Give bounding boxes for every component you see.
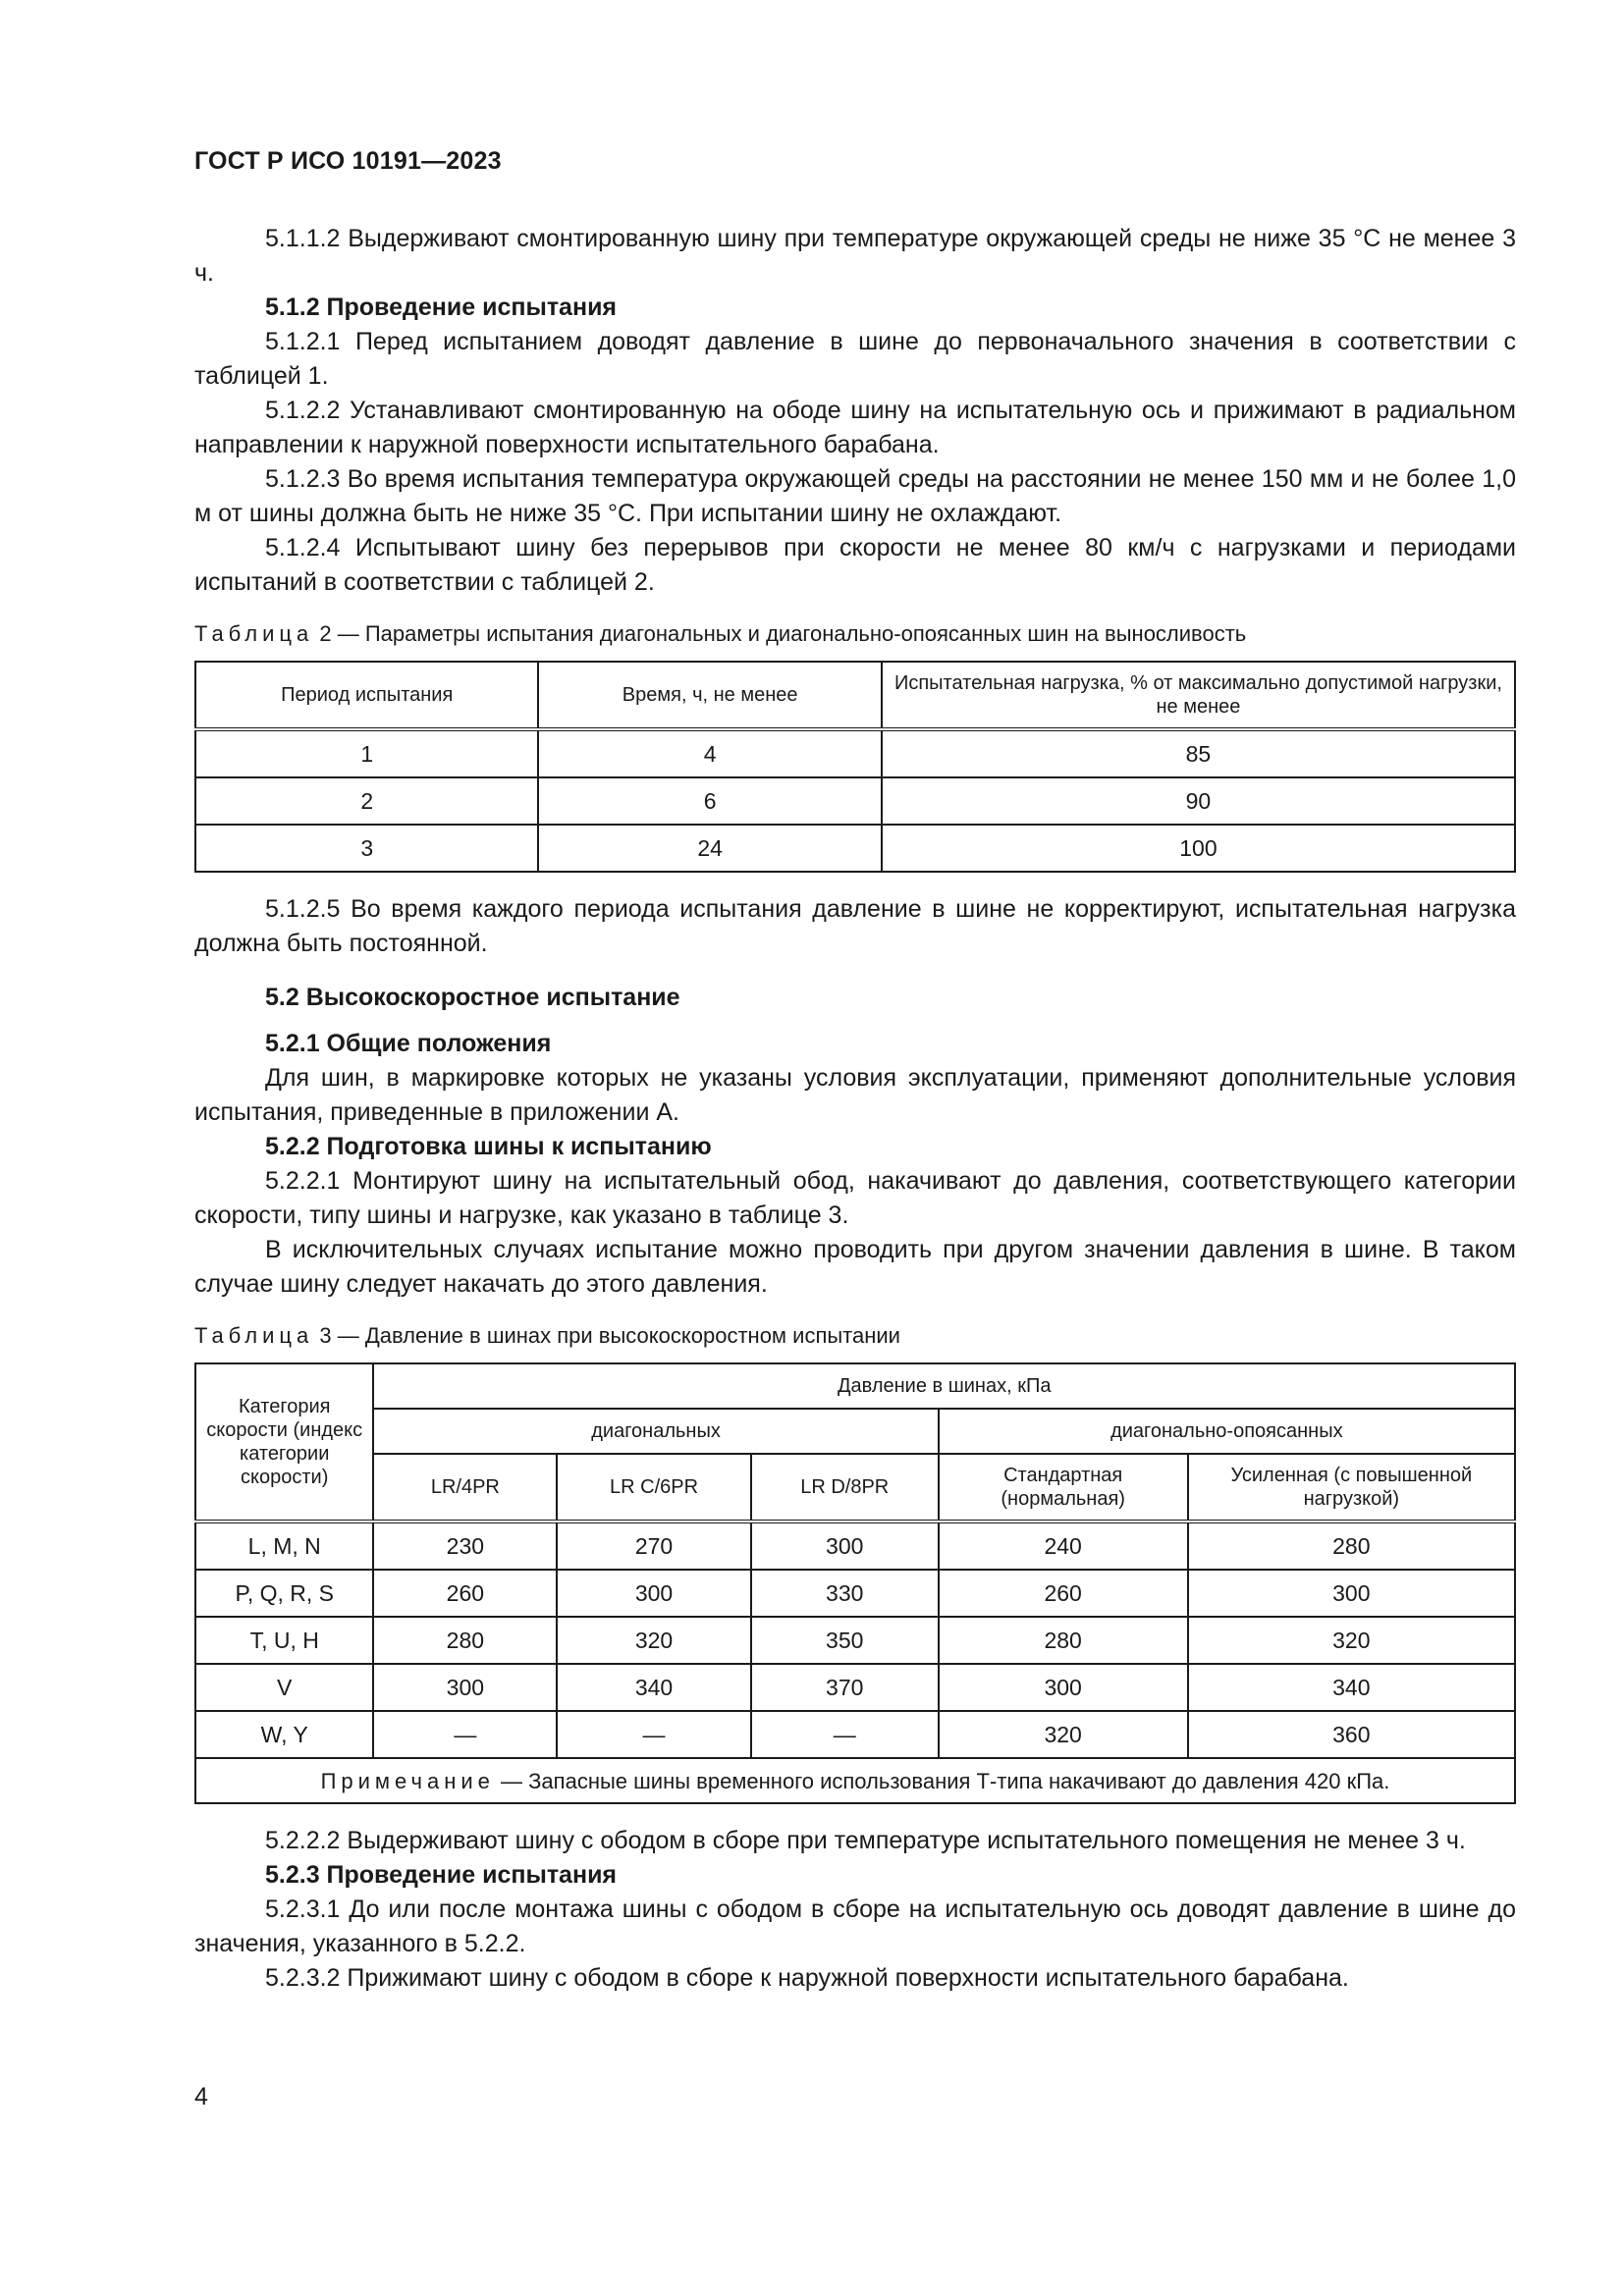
t2-cell: 100 [882,825,1515,872]
heading-5-2-1: 5.2.1 Общие положения [265,1030,552,1057]
t3-cell: 260 [939,1570,1188,1617]
t3-header-pressure: Давление в шинах, кПа [373,1363,1515,1409]
t3-cell: 240 [939,1522,1188,1570]
paragraph-5-1-2-3: 5.1.2.3 Во время испытания температура окружающей среды на расстоянии не менее 150 мм и не более 1,0 м от шины должна быть не ниже 35 °С. При испытании шину не охлаждают. [194,465,1516,527]
t2-header-load: Испытательная нагрузка, % от максимально допустимой нагрузки, не менее [882,662,1515,729]
table-row [195,1664,1515,1711]
table-2 [194,661,1516,873]
table2-caption-text: 2 — Параметры испытания диагональных и диагонально-опоясанных шин на выносливость [313,621,1247,646]
t3-cell: 270 [557,1522,751,1570]
t3-cell: 260 [373,1570,557,1617]
t3-cell: L, M, N [195,1522,373,1570]
table-row [195,1522,1515,1570]
paragraph-5-2-3-1: 5.2.3.1 До или после монтажа шины с ободом в сборе на испытательную ось доводят давление в шине до значения, указанного в 5.2.2. [194,1896,1516,1957]
paragraph-5-1-2-2: 5.1.2.2 Устанавливают смонтированную на ободе шину на испытательную ось и прижимают в радиальном направлении к наружной поверхности испытательного барабана. [194,397,1516,458]
t3-cell: V [195,1664,373,1711]
table-row [195,1570,1515,1617]
t3-cell: 340 [1188,1664,1515,1711]
t2-cell: 85 [882,729,1515,777]
t3-header-col: LR C/6PR [557,1454,751,1522]
table-3 [194,1362,1516,1804]
paragraph-5-2-2-2: 5.2.2.2 Выдерживают шину с ободом в сборе при температуре испытательного помещения не менее 3 ч. [265,1827,1466,1854]
t3-cell: — [751,1711,939,1758]
t3-cell: 300 [751,1522,939,1570]
t3-header-col: LR/4PR [373,1454,557,1522]
t3-cell: 280 [373,1617,557,1664]
page-number: 4 [194,2083,208,2110]
table2-caption-word: Таблица [194,621,314,646]
t3-cell: 300 [373,1664,557,1711]
t2-cell: 1 [195,729,538,777]
t3-cell: 280 [939,1617,1188,1664]
paragraph-5-2-2-1: 5.2.2.1 Монтируют шину на испытательный обод, накачивают до давления, соответствующего категории скорости, типу шины и нагрузке, как указано в таблице 3. [194,1167,1516,1229]
t3-cell: — [373,1711,557,1758]
t3-cell: 300 [557,1570,751,1617]
t3-cell: 280 [1188,1522,1515,1570]
t3-header-category: Категория скорости (индекс категории скорости) [195,1363,373,1522]
table3-note [195,1758,1515,1803]
standard-header: ГОСТ Р ИСО 10191—2023 [194,147,502,175]
t2-cell: 3 [195,825,538,872]
t3-cell: 330 [751,1570,939,1617]
paragraph-exceptional: В исключительных случаях испытание можно проводить при другом значении давления в шине. В таком случае шину следует накачать до этого давления. [194,1236,1516,1298]
t3-cell: W, Y [195,1711,373,1758]
table2-caption [194,619,1516,649]
table-row [195,1617,1515,1664]
t3-cell: 300 [939,1664,1188,1711]
t3-cell: 230 [373,1522,557,1570]
table3-note-text: — Запасные шины временного использования Т-типа накачивают до давления 420 кПа. [494,1768,1390,1793]
table3-note-word: Примечание [320,1768,495,1793]
t3-header-diagonal: диагональных [373,1409,938,1454]
t3-cell: T, U, H [195,1617,373,1664]
heading-5-2-3: 5.2.3 Проведение испытания [265,1861,618,1889]
t2-header-period: Период испытания [195,662,538,729]
table-row [195,729,1515,777]
paragraph-5-2-1: Для шин, в маркировке которых не указаны условия эксплуатации, применяют дополнительные условия испытания, приведенные в приложении А. [194,1064,1516,1126]
t2-cell: 2 [195,777,538,825]
t2-cell: 4 [538,729,881,777]
main-content [194,222,1516,1996]
heading-5-2: 5.2 Высокоскоростное испытание [265,984,680,1011]
t3-cell: 360 [1188,1711,1515,1758]
t2-cell: 90 [882,777,1515,825]
t3-cell: 300 [1188,1570,1515,1617]
t3-cell: 320 [557,1617,751,1664]
t3-header-col: Усиленная (с повышенной нагрузкой) [1188,1454,1515,1522]
heading-5-2-2: 5.2.2 Подготовка шины к испытанию [265,1133,712,1160]
table3-caption-text: 3 — Давление в шинах при высокоскоростном испытании [313,1323,900,1348]
paragraph-5-2-3-2: 5.2.3.2 Прижимают шину с ободом в сборе к наружной поверхности испытательного барабана. [265,1964,1349,1992]
t3-cell: 340 [557,1664,751,1711]
heading-5-1-2: 5.1.2 Проведение испытания [265,294,618,321]
table3-caption-word: Таблица [194,1323,314,1348]
table-row [195,1711,1515,1758]
table3-caption [194,1321,1516,1351]
t3-cell: 370 [751,1664,939,1711]
table-row [195,777,1515,825]
t2-cell: 24 [538,825,881,872]
t2-header-time: Время, ч, не менее [538,662,881,729]
paragraph-5-1-2-1: 5.1.2.1 Перед испытанием доводят давление в шине до первоначального значения в соответствии с таблицей 1. [194,328,1516,390]
t3-header-col: LR D/8PR [751,1454,939,1522]
t3-header-col: Стандартная (нормальная) [939,1454,1188,1522]
paragraph-5-1-2-4: 5.1.2.4 Испытывают шину без перерывов при скорости не менее 80 км/ч с нагрузками и периодами испытаний в соответствии с таблицей 2. [194,534,1516,596]
t3-cell: — [557,1711,751,1758]
t3-cell: P, Q, R, S [195,1570,373,1617]
t3-cell: 320 [939,1711,1188,1758]
t3-cell: 320 [1188,1617,1515,1664]
table-note-row [195,1758,1515,1803]
paragraph-5-1-2-5: 5.1.2.5 Во время каждого периода испытания давление в шине не корректируют, испытательная нагрузка должна быть постоянной. [194,895,1516,957]
paragraph-5-1-1-2: 5.1.1.2 Выдерживают смонтированную шину при температуре окружающей среды не ниже 35 °С не менее 3 ч. [194,225,1516,287]
t2-cell: 6 [538,777,881,825]
t3-header-belted: диагонально-опоясанных [939,1409,1515,1454]
t3-cell: 350 [751,1617,939,1664]
table-row [195,825,1515,872]
